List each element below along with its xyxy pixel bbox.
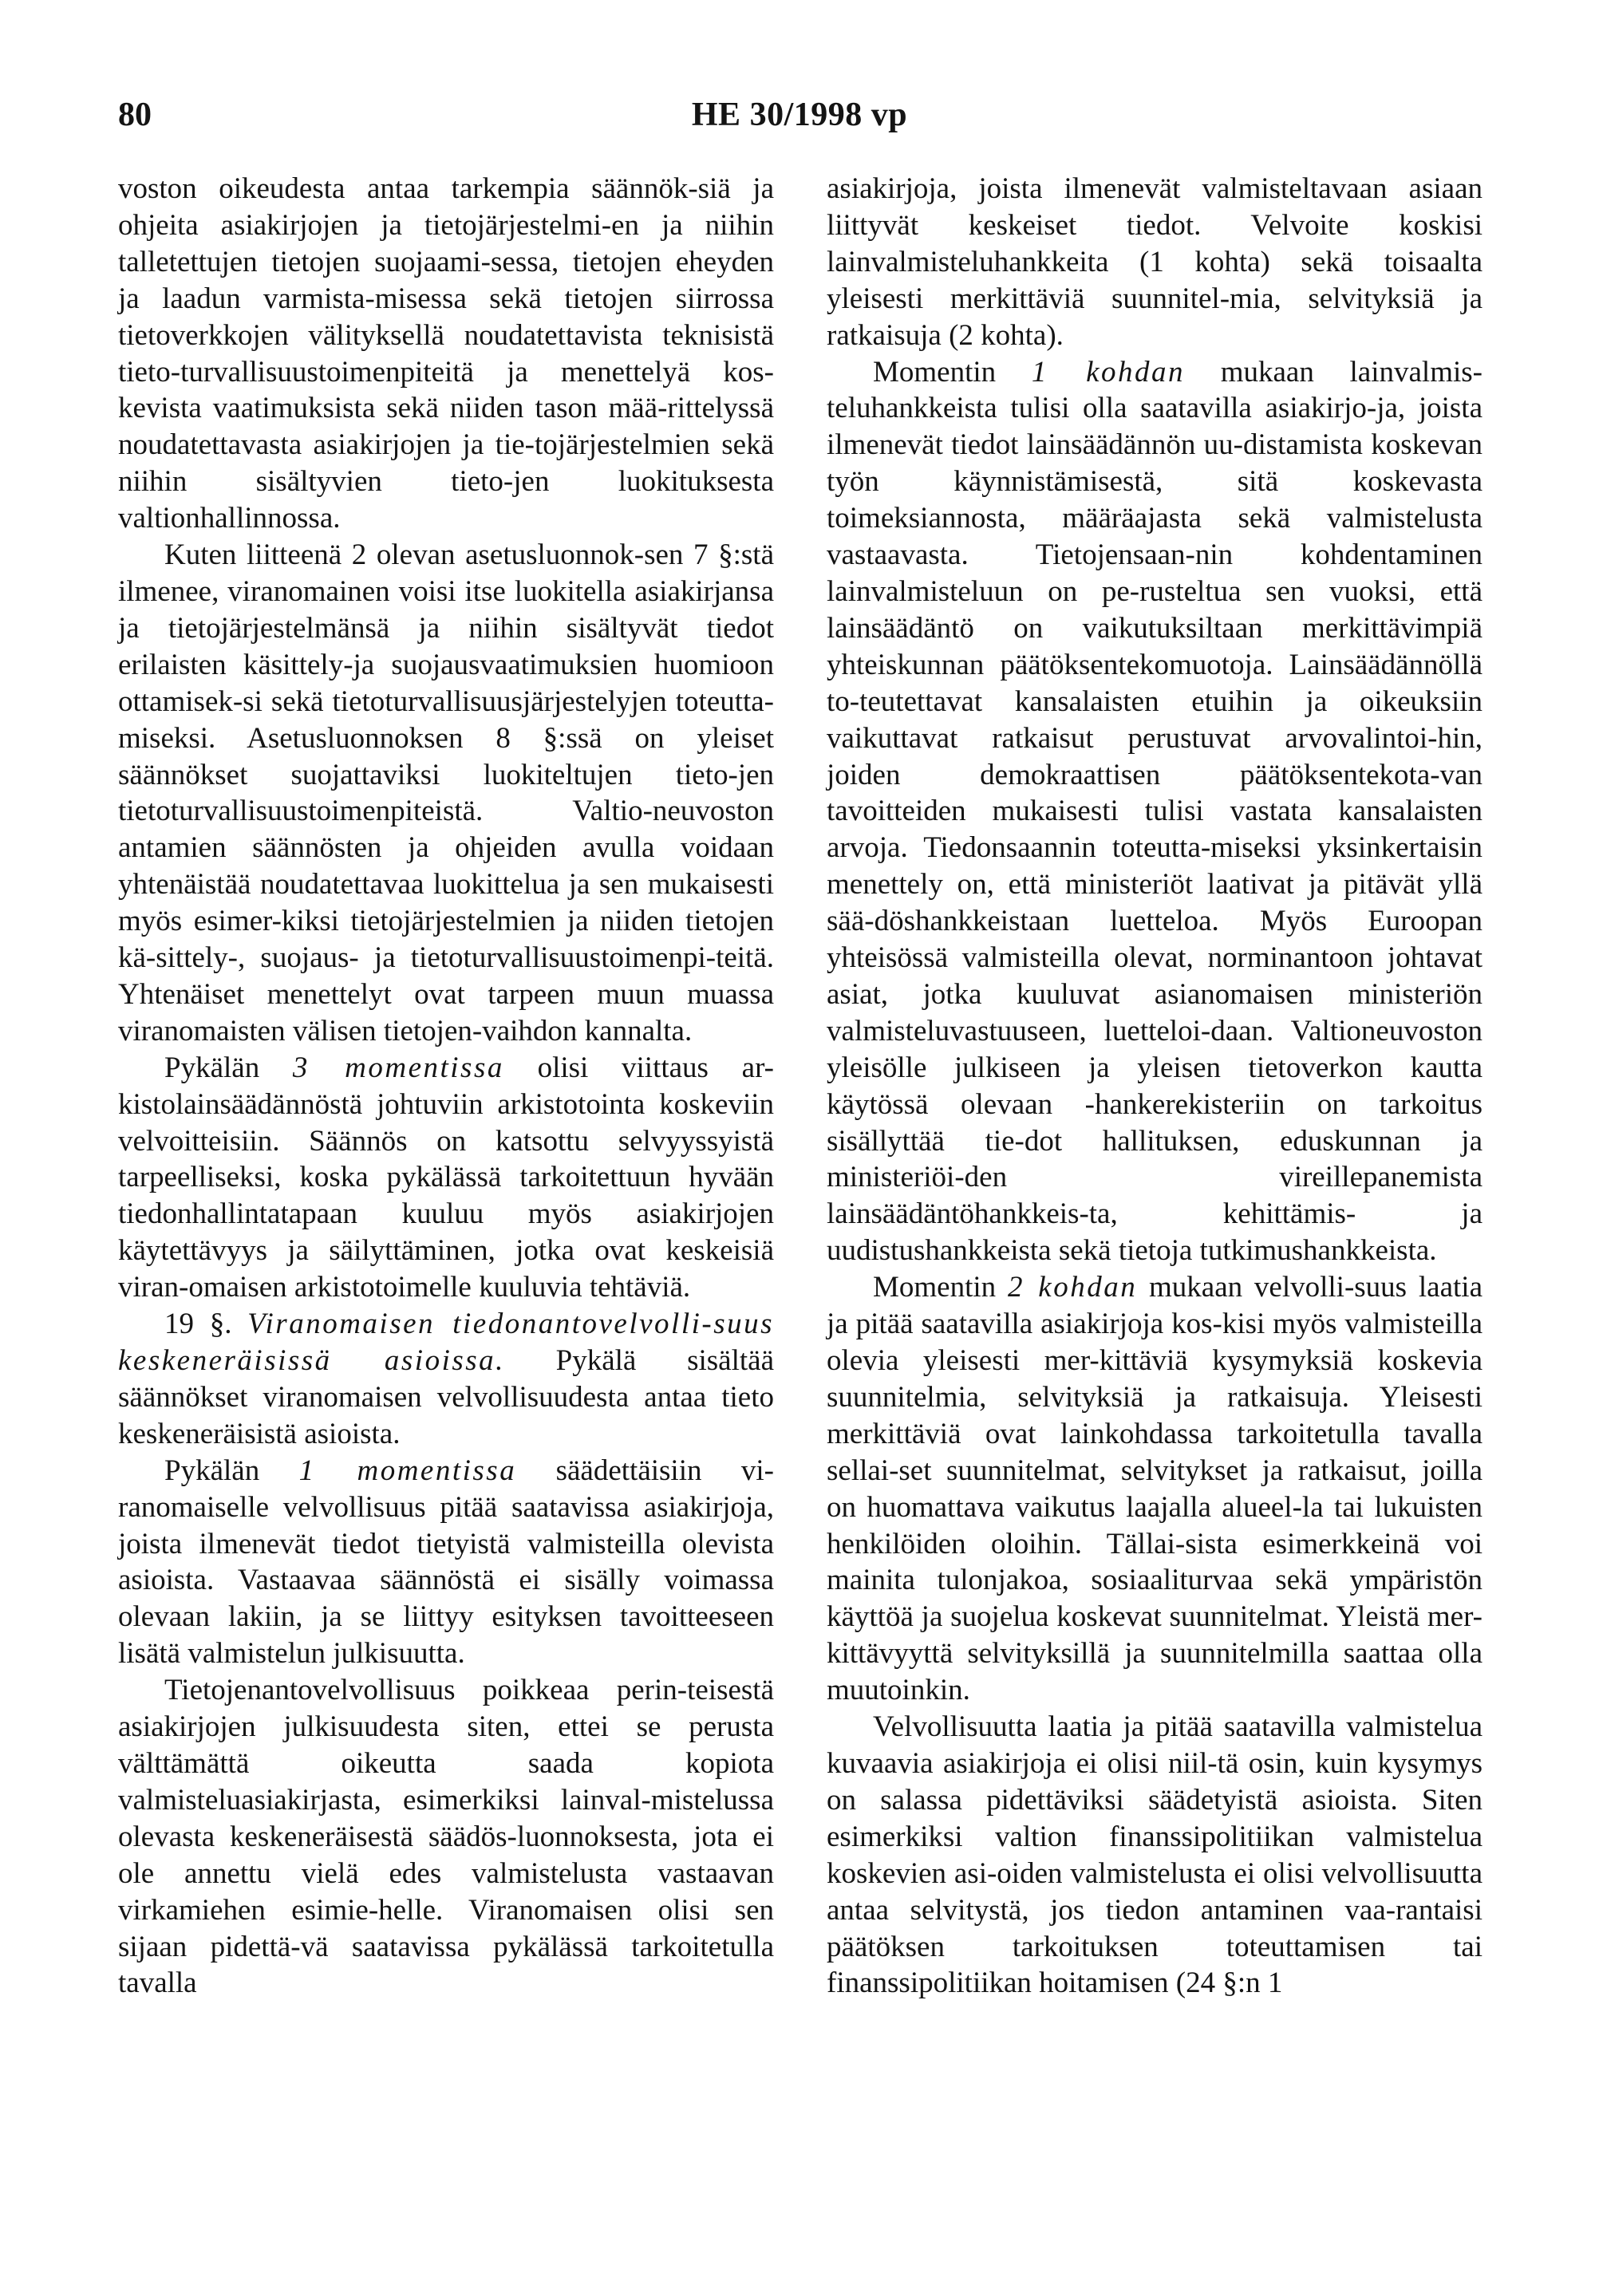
paragraph	[118, 1050, 774, 1306]
paragraph	[827, 1269, 1483, 1709]
text-run: Pykälän	[164, 1454, 299, 1487]
paragraph	[118, 1453, 774, 1672]
section-heading-paragraph	[118, 1306, 774, 1453]
section-number: 19 §.	[164, 1308, 248, 1341]
emphasis: 3 momentissa	[292, 1051, 504, 1084]
text-run: Pykälä sisältää säännökset viranomaisen velvollisuudesta antaa tieto keskeneräisistä asioista.	[118, 1344, 774, 1450]
right-column	[827, 171, 1483, 2002]
paragraph: Kuten liitteenä 2 olevan asetusluonnok-sen 7 §:stä ilmenee, viranomainen voisi itse luokitella asiakirjansa ja tietojärjestelmänsä ja niihin sisältyvät tiedot erilaisten käsittely-ja suojausvaatimuksien huomioon ottamisek-si sekä tietoturvallisuusjärjestelyjen toteutta-miseksi. Asetusluonnoksen 8 §:ssä on yleiset säännökset suojattaviksi luokiteltujen tieto-jen tietoturvallisuustoimenpiteistä. Valtio-neuvoston antamien säännösten ja ohjeiden avulla voidaan yhtenäistää noudatettavaa luokittelua ja sen mukaisesti myös esimer-kiksi tietojärjestelmien ja niiden tietojen kä-sittely-, suojaus- ja tietoturvallisuustoimenpi-teitä. Yhtenäiset menettelyt ovat tarpeen muun muassa viranomaisten välisen tietojen-vaihdon kannalta.	[118, 538, 774, 1047]
page-number: 80	[118, 97, 152, 133]
text-run: Pykälän	[164, 1051, 293, 1084]
emphasis: 1 kohdan	[1031, 355, 1185, 389]
paragraph: Velvollisuutta laatia ja pitää saatavilla valmistelua kuvaavia asiakirjoja ei olisi niil-tä osin, kuin kysymys on salassa pidettäviksi säädetyistä asioista. Siten esimerkiksi valtion finanssipolitiikan valmistelua koskevien asi-oiden valmistelusta ei olisi velvollisuutta antaa selvitystä, jos tiedon antaminen vaa-rantaisi päätöksen tarkoituksen toteuttamisen tai finanssipolitiikan hoitamisen (24 §:n 1	[827, 1710, 1483, 2000]
text-run: mukaan lainvalmis-teluhankkeista tulisi olla saatavilla asiakirjo-ja, joista ilmenevät tiedot lainsäädännön uu-distamista koskevan työn käynnistämisestä, sitä koskevasta toimeksiannosta, määräajasta sekä valmistelusta vastaavasta. Tietojensaan-nin kohdentaminen lainvalmisteluun on pe-rusteltua sen vuoksi, että lainsäädäntö on vaikutuksiltaan merkittävimpiä yhteiskunnan päätöksentekomuotoja. Lainsäädännöllä to-teutettavat kansalaisten etuihin ja oikeuksiin vaikuttavat ratkaisut perustuvat arvovalintoi-hin, joiden demokraattisen päätöksentekota-van tavoitteiden mukaisesti tulisi vastata kansalaisten arvoja. Tiedonsaannin toteutta-miseksi yksinkertaisin menettely on, että ministeriöt laativat ja pitävät yllä sää-döshankkeistaan luetteloa. Myös Euroopan yhteisössä valmisteilla olevat, norminantoon johtavat asiat, jotka kuuluvat asianomaisen ministeriön valmisteluvastuuseen, luetteloi-daan. Valtioneuvoston yleisölle julkiseen ja yleisen tietoverkon kautta käytössä olevaan -hankerekisteriin on tarkoitus sisällyttää tie-dot hallituksen, eduskunnan ja ministeriöi-den vireillepanemista lainsäädäntöhankkeis-ta, kehittämis- ja uudistushankkeista sekä tietoja tutkimushankkeista.	[827, 355, 1483, 1268]
emphasis: 2 kohdan	[1007, 1271, 1138, 1304]
document-id-header: HE 30/1998 vp	[691, 97, 908, 133]
paragraph: voston oikeudesta antaa tarkempia säännök-siä ja ohjeita asiakirjojen ja tietojärjestelmi-en ja niihin talletettujen tietojen suojaami-sessa, tietojen eheyden ja laadun varmista-misessa sekä tietojen siirrossa tietoverkkojen välityksellä noudatettavista teknisistä tieto-turvallisuustoimenpiteitä ja menettelyä kos-kevista vaatimuksista sekä niiden tason mää-rittelyssä noudatettavasta asiakirjojen ja tie-tojärjestelmien sekä niihin sisältyvien tieto-jen luokituksesta valtionhallinnossa.	[118, 172, 774, 535]
text-run: Momentin	[873, 1271, 1008, 1304]
emphasis: 1 momentissa	[298, 1454, 517, 1487]
section-title: Viranomaisen tiedonantovelvolli-suus keskeneräisissä asioissa.	[118, 1308, 775, 1377]
text-run: mukaan velvolli-suus laatia ja pitää saatavilla asiakirjoja kos-kisi myös valmisteilla olevia yleisesti mer-kittäviä kysymyksiä koskevia suunnitelmia, selvityksiä ja ratkaisuja. Yleisesti merkittäviä ovat lainkohdassa tarkoitetulla tavalla sellai-set suunnitelmat, selvitykset ja ratkaisut, joilla on huomattava vaikutus laajalla alueel-la tai lukuisten henkilöiden oloihin. Tällai-sista esimerkkeinä voi mainita tulonjakoa, sosiaaliturvaa sekä ympäristön käyttöä ja suojelua koskevat suunnitelmat. Yleistä mer-kittävyyttä selvityksillä ja suunnitelmilla saattaa olla muutoinkin.	[827, 1271, 1483, 1707]
paragraph	[827, 354, 1483, 1270]
left-column	[118, 171, 774, 2002]
text-run: säädettäisiin vi-ranomaiselle velvollisuus pitää saatavissa asiakirjoja, joista ilmenevät tiedot tietyistä valmisteilla olevista asioista. Vastaavaa säännöstä ei sisälly voimassa olevaan lakiin, ja se liittyy esityksen tavoitteeseen lisätä valmistelun julkisuutta.	[118, 1454, 774, 1671]
paragraph: Tietojenantovelvollisuus poikkeaa perin-teisestä asiakirjojen julkisuudesta siten, ettei se perusta välttämättä oikeutta saada kopiota valmisteluasiakirjasta, esimerkiksi lainval-mistelussa olevasta keskeneräisestä säädös-luonnoksesta, jota ei ole annettu vielä edes valmistelusta vastaavan virkamiehen esimie-helle. Viranomaisen olisi sen sijaan pidettä-vä saatavissa pykälässä tarkoitetulla tavalla	[118, 1674, 774, 2000]
paragraph: asiakirjoja, joista ilmenevät valmisteltavaan asiaan liittyvät keskeiset tiedot. Velvoite koskisi lainvalmisteluhankkeita (1 kohta) sekä toisaalta yleisesti merkittäviä suunnitel-mia, selvityksiä ja ratkaisuja (2 kohta).	[827, 172, 1483, 352]
text-run: Momentin	[873, 355, 1032, 389]
text-run: olisi viittaus ar-kistolainsäädännöstä johtuviin arkistotointa koskeviin velvoitteisiin. Säännös on katsottu selvyyssyistä tarpeelliseksi, koska pykälässä tarkoitettuun hyvään tiedonhallintatapaan kuuluu myös asiakirjojen käytettävyys ja säilyttäminen, jotka ovat keskeisiä viran-omaisen arkistotoimelle kuuluvia tehtäviä.	[118, 1051, 774, 1304]
